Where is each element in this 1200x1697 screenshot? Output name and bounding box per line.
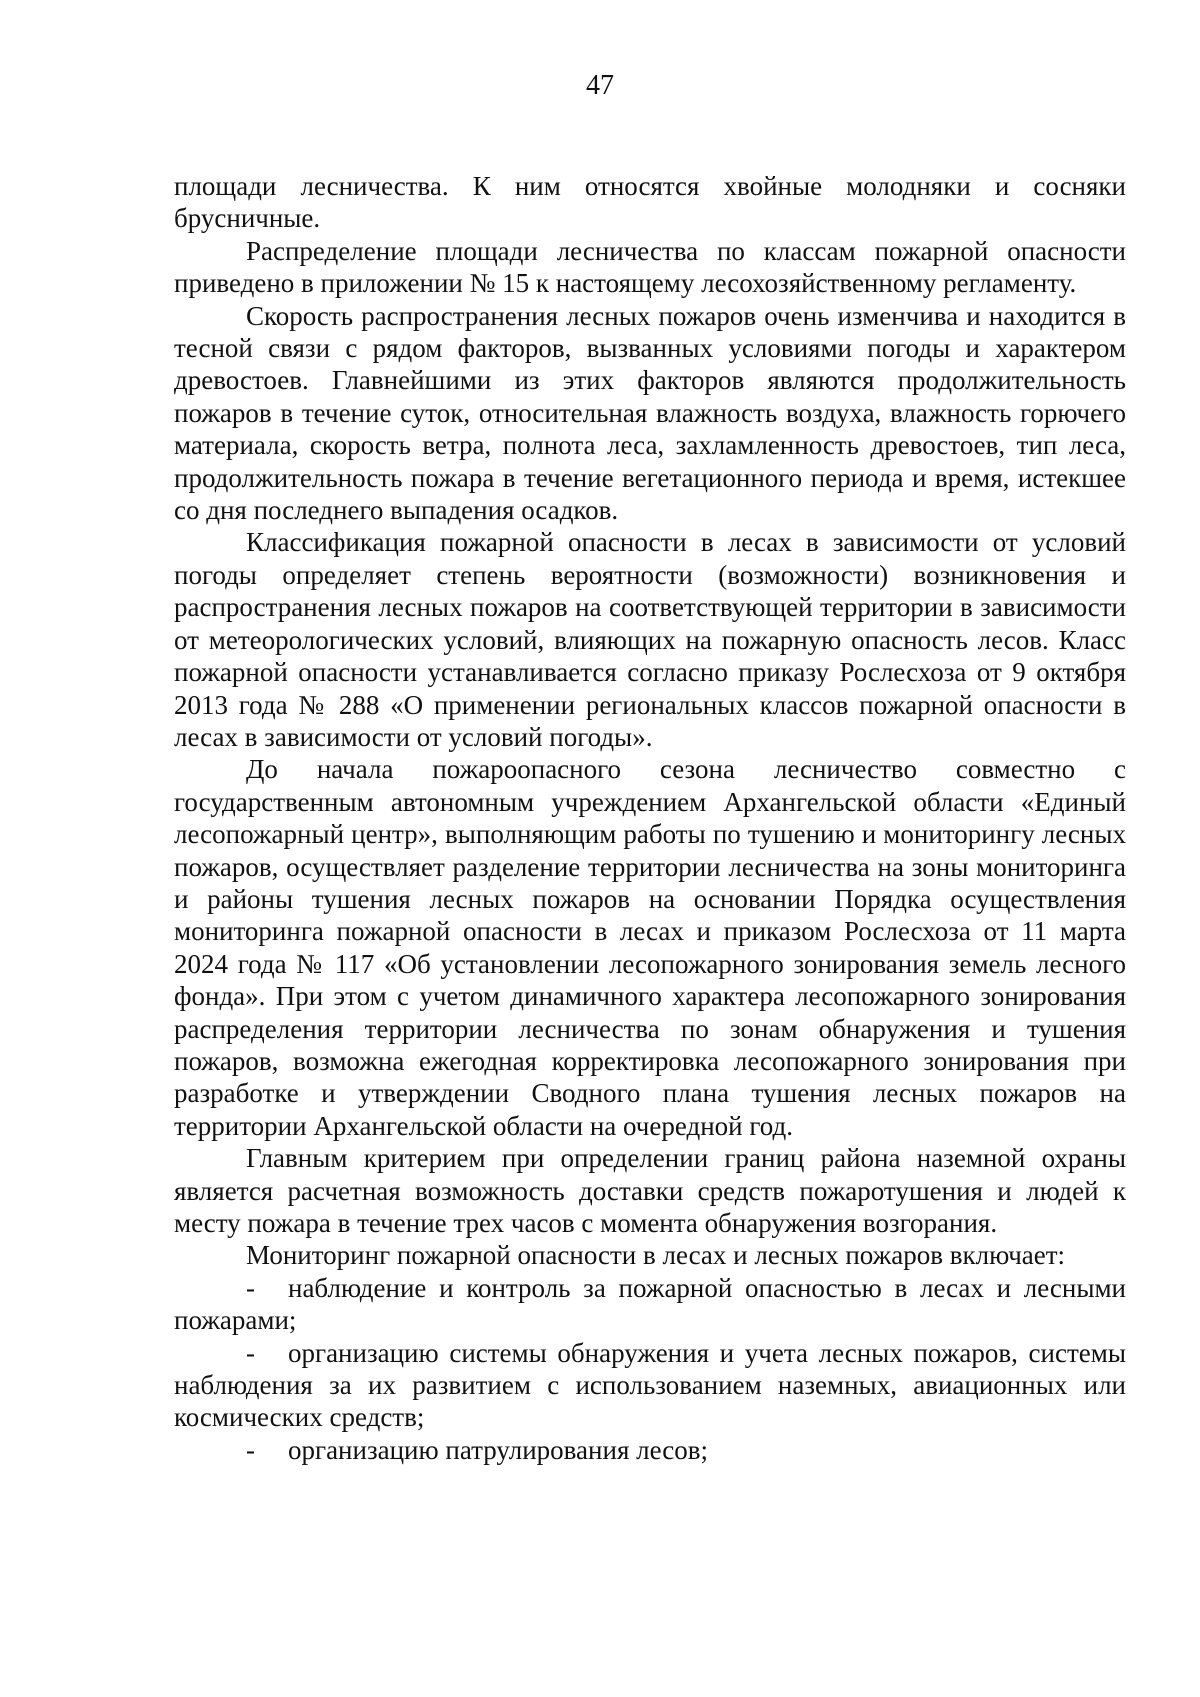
document-body (174, 170, 1126, 1466)
page-number: 47 (586, 70, 614, 101)
paragraph-fire-class-distribution: Распределение площади лесничества по классам пожарной опасности приведено в приложении № 15 к настоящему лесохозяйственному регламенту. (174, 235, 1126, 299)
paragraph-monitoring-intro: Мониторинг пожарной опасности в лесах и лесных пожаров включает: (246, 1240, 1066, 1271)
paragraph-ground-protection-criteria: Главным критерием при определении границ района наземной охраны является расчетная возможность доставки средств пожаротушения и людей к месту пожара в течение трех часов с момента обнаружения возгорания. (174, 1143, 1126, 1238)
paragraph-fire-spread-speed: Скорость распространения лесных пожаров очень изменчива и находится в тесной связи с рядом факторов, вызванных условиями погоды и характером древостоев. Главнейшими из этих факторов являются продолжительность пожаров в течение суток, относительная влажность воздуха, влажность горючего материала, скорость ветра, полнота леса, захламленность древостоев, тип леса, продолжительность пожара в течение вегетационного периода и время, истекшее со дня последнего выпадения осадков. (174, 300, 1126, 526)
paragraph-fire-zoning: До начала пожароопасного сезона лесничество совместно с государственным автономным учреждением Архангельской области «Единый лесопожарный центр», выполняющим работы по тушению и мониторингу лесных пожаров, осуществляет разделение территории лесничества на зоны мониторинга и районы тушения лесных пожаров на основании Порядка осуществления мониторинга пожарной опасности в лесах и приказом Рослесхоза от 11 марта 2024 года № 117 «Об установлении лесопожарного зонирования земель лесного фонда». При этом с учетом динамичного характера лесопожарного зонирования распределения территории лесничества по зонам обнаружения и тушения пожаров, возможна ежегодная корректировка лесопожарного зонирования при разработке и утверждении Сводного плана тушения лесных пожаров на территории Архангельской области на очередной год. (174, 754, 1126, 1141)
list-item-text: организацию системы обнаружения и учета лесных пожаров, системы наблюдения за их развитием с использованием наземных, авиационных или космических средств; (174, 1337, 1126, 1433)
bullet-dash: - (246, 1272, 255, 1303)
bullet-dash: - (246, 1434, 255, 1465)
list-item (174, 1337, 1126, 1434)
list-item (174, 1434, 1126, 1466)
list-item (174, 1272, 1126, 1337)
list-item-text: наблюдение и контроль за пожарной опасностью в лесах и лесными пожарами; (174, 1272, 1126, 1336)
list-item-text: организацию патрулирования лесов; (288, 1434, 708, 1465)
bullet-dash: - (246, 1337, 255, 1368)
paragraph-continuation: площади лесничества. К ним относятся хвойные молодняки и сосняки брусничные. (174, 171, 1126, 234)
paragraph-fire-danger-classification: Классификация пожарной опасности в лесах в зависимости от условий погоды определяет степень вероятности (возможности) возникновения и распространения лесных пожаров на соответствующей территории в зависимости от метеорологических условий, влияющих на пожарную опасность лесов. Класс пожарной опасности устанавливается согласно приказу Рослесхоза от 9 октября 2013 года № 288 «О применении региональных классов пожарной опасности в лесах в зависимости от условий погоды». (174, 527, 1126, 752)
